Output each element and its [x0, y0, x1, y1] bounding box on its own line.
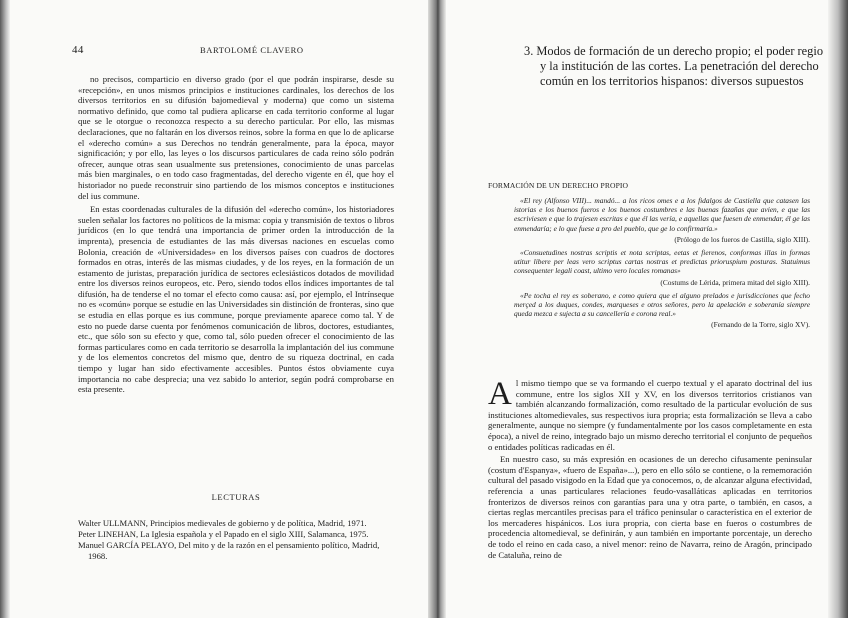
- lecturas-heading: LECTURAS: [211, 492, 261, 502]
- paragraph: no precisos, comparticio en diverso grado (por el que podrán inspirarse, desde su «recepción», en unos mismos principios e instituciones cardinales, los derechos de los diversos territorios en su difusión bajomedieval y moderna) que como un sistema normativo definido, que como tal pudiera aplicarse en cada territorio conforme al lugar que se le otorgue o reconozca respecto a su derecho particular. Por ello, las mismas declaraciones, que no faltarán en los diversos reinos, sobre la forma en que lo de aplicarse el «derecho común» a sus Derechos no tendrán generalmente, para la época, mayor significación; y por ello, las leyes o los discursos particulares de cada reino sólo podrán ofrecer, aunque otras sean usualmente sus pretensiones, conocimiento de unas parcelas más bien marginales, o en todo caso fragmentadas, del derecho vigente en él, que hoy el historiador no puede reconstruir sino partiendo de los mismos conceptos e instituciones del ius commune.: [78, 74, 394, 201]
- left-page: [14, 0, 426, 618]
- paragraph: En nuestro caso, su más expresión en ocasiones de un derecho cifusamente peninsular (costum d'Espanya», «fuero de España»...), pero en ello sólo se contiene, o la rememoración cultural del pasado visigodo en la Edad que ya conocemos, o, de alcanzar alguna efectividad, referencia a unas particulares relaciones feudo-vasalláticas aplicadas en territorios fronterizos de diversos reinos con garantías para una y otra parte, o también, en casos, a ciertas reglas mercantiles precisas para el tráfico peninsular o característica en el exterior de los mercaderes hispánicos. Los iura propria, con cierta base en fueros o costumbres de procedencia altomedieval, se definirán, y aun también en importante porcentaje, un derecho de todo el reino en cada caso, a nivel menor: reino de Navarra, reino de Aragón, principado de Cataluña, reino de: [488, 454, 812, 560]
- paragraph: [488, 378, 812, 452]
- left-body-text: [78, 74, 394, 395]
- page-number: 44: [72, 44, 84, 56]
- drop-cap: A: [488, 376, 512, 412]
- quote-source: (Prólogo de los fueros de Castilla, siglo XIII).: [674, 234, 810, 244]
- quote-source: (Fernando de la Torre, siglo XV).: [711, 320, 810, 330]
- running-head-author: BARTOLOMÉ CLAVERO: [200, 45, 304, 55]
- paragraph-text: l mismo tiempo que se va formando el cuerpo textual y el aparato doctrinal del ius commune, entre los siglos XII y XV, en los diversos territorios cristianos van también alcanzando formalización, como resultado de la particular evolución de sus instituciones altomedievales, sus respectivos iura propria; esta formalización se lleva a cabo generalmente, aunque no siempre (y fundamentalmente por los casos completamente en esta época), a nivel de reino, integrado bajo un mismo derecho territorial el conjunto de pequeños o entidades políticas radicadas en él.: [488, 378, 812, 452]
- right-body-text: [488, 378, 812, 560]
- chapter-subheading: FORMACIÓN DE UN DERECHO PROPIO: [488, 181, 629, 190]
- reference-item: Peter LINEHAN, La Iglesia española y el Papado en el siglo XIII, Salamanca, 1975.: [78, 529, 369, 539]
- section-title: 3. Modos de formación de un derecho propio; el poder regio y la institución de las cortes. La penetración del derecho común en los territorios hispanos: diversos supuestos: [524, 44, 824, 88]
- paragraph: En estas coordenadas culturales de la difusión del «derecho común», los historiadores suelen señalar los factores no políticos de la misma: copia y transmisión de textos o libros jurídicos (en lo que tendrá una importancia de primer orden la introducción de la imprenta), presencia de estudiantes de las más diversas naciones en escuelas como Bolonia, creación de «Universidades» en los diversos países con cuadros de doctores formados en otras, interés de las mismas ciudades, y de los reyes, en la formación de un estamento de juristas, preparación jurídica de sectores eclesiásticos dotados de movilidad entre los diversos reinos europeos, etc. Pero, siendo todos ellos índices importantes de tal difusión, ha de tenderse el no tomar el efecto como causa: así, por ejemplo, el Intrínseque no es «común» porque se estudie en las Universidades sin distinción de fronteras, sino que se estudia en ellas porque es ius commune, porque previamente aparece como tal. Y de esto no puede darse cuenta por fenómenos comunicación de libros, doctores, estudiantes, etc., que sólo son su efecto y que, como tal, sólo pueden ofrecer el conocimiento de las formas particulares como en cada territorio se desarrolla la implantación del ius commune y de los elementos concretos del mismo que, dentro de su riqueza doctrinal, en cada tiempo y lugar han sido efectivamente accesibles. Puntos éstos obviamente cuya importancia no cabe desprecia; una vez sabido lo anterior, según podrá comprobarse en esta presente.: [78, 204, 394, 395]
- left-page-edge: [0, 0, 10, 618]
- book-gutter: [428, 0, 446, 618]
- quote-text: «Consuetudines nostras scriptis et nota scriptas, eetas et fierenos, conformas illas in formas utitur libere per leas vero scriptus cartas nostras et predictas prioruspium posturas. Statuimus consequenter legali coast, ultimo vero locales romanas»: [514, 248, 810, 276]
- quote-text: «Pe tocha el rey es soberano, e como quiera que el alguno prelados e jurisdicciones que fecho merçed a los duques, condes, marqueses e otros señores, pero la apelación e soberanía siempre queda mezca e sujecta a su cancellería e corona real.»: [514, 290, 810, 319]
- quote-text: «El rey (Alfonso VIII)... mandó... a los ricos omes e a los fidalgos de Castiella que catasen las istorias e los buenos fueros e los buenos costumbres e las buenas fazañas que avien, e que las escriviesen e que lo trajesen escritas e que él las vería, e aquellas que fuesen de enmendar, él ge las enmendaría; e lo que fuese a pro del pueblo, que ge lo confirmaría.»: [514, 196, 810, 233]
- reference-item: Walter ULLMANN, Principios medievales de gobierno y de política, Madrid, 1971.: [78, 518, 367, 528]
- epigraph-quotes: [514, 196, 810, 334]
- reference-item: Manuel GARCÍA PELAYO, Del mito y de la razón en el pensamiento político, Madrid, 1968.: [78, 540, 380, 561]
- left-running-head: [72, 44, 402, 58]
- right-page-edge: [828, 0, 848, 618]
- reading-list: [78, 518, 394, 562]
- quote-source: (Costums de Lérida, primera mitad del siglo XIII).: [660, 277, 810, 287]
- right-page: [448, 0, 826, 618]
